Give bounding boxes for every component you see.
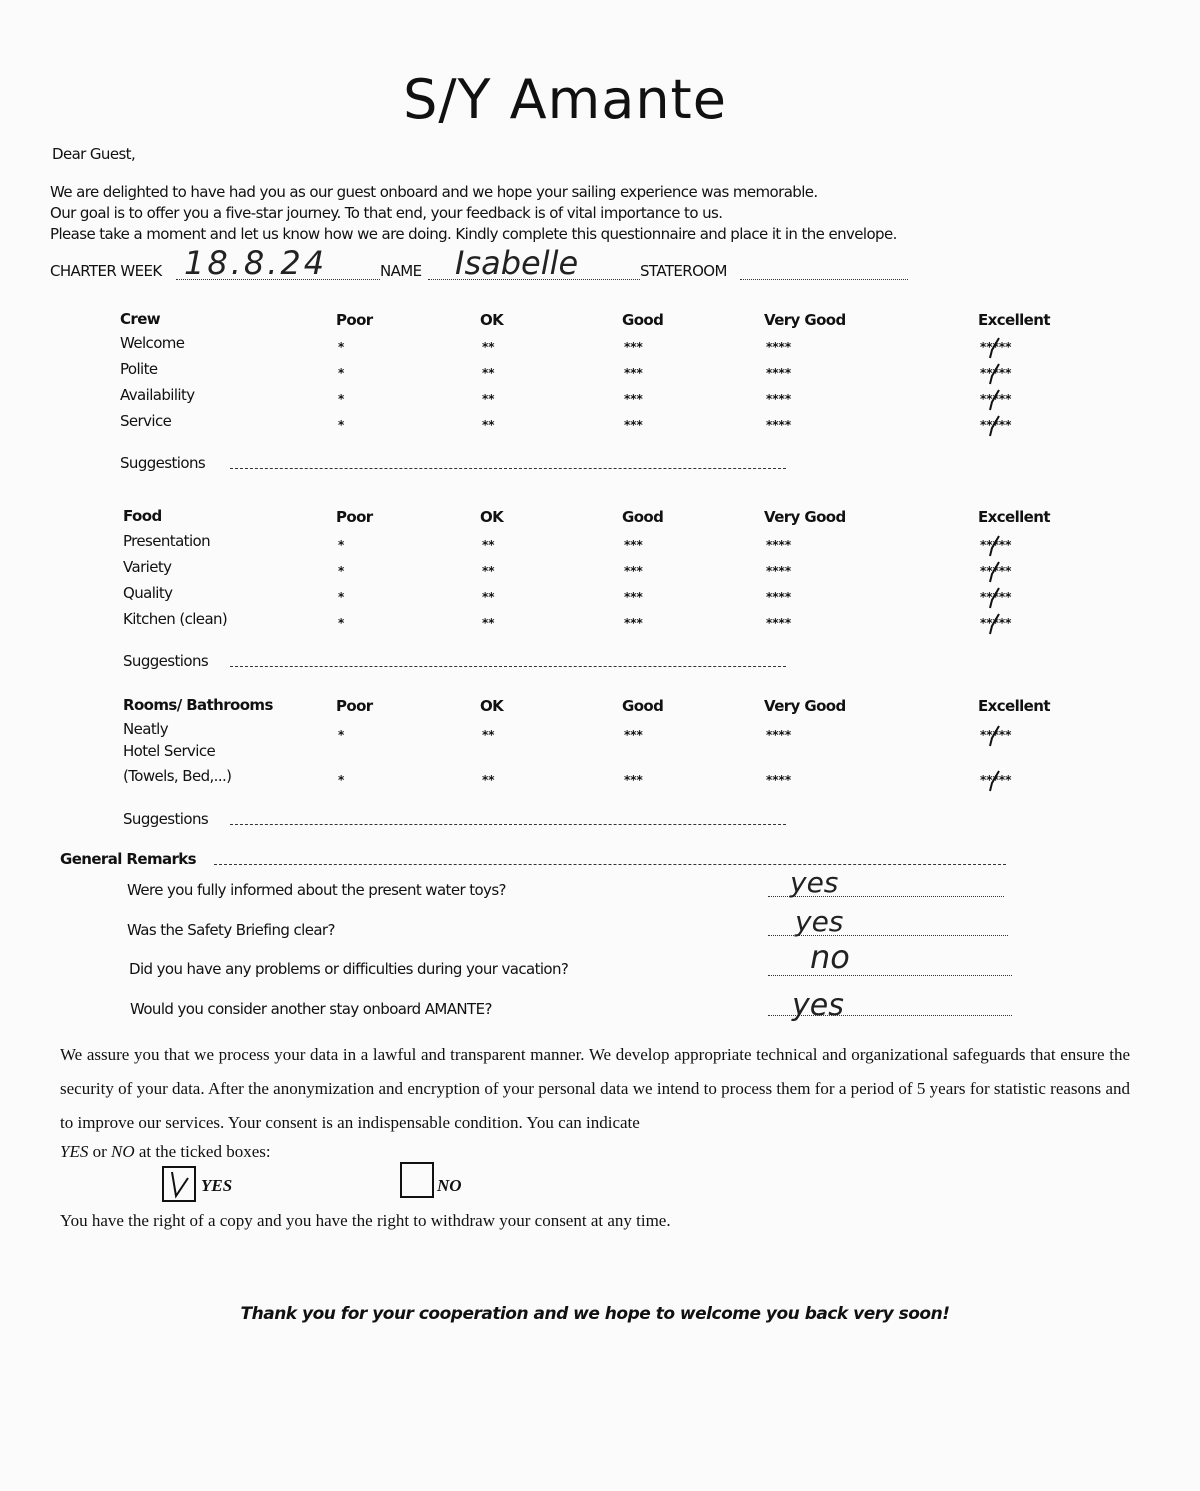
rating-column-header: Poor — [336, 697, 373, 715]
rating-column-header: Good — [622, 508, 664, 526]
tick-mark-icon — [986, 362, 1002, 386]
data-consent-text: We assure you that we process your data in a lawful and transparent manner. We develop appropriate technical and organizational safeguards that ensure the security of your data. After the anonymization and encryption of your personal data we intend to process them for a period of 5 years for statistic reasons and to improve our services. Your consent is an indispensable condition. You can indicate — [60, 1045, 1130, 1132]
name-label: NAME — [380, 262, 422, 280]
general-remarks-label: General Remarks — [60, 850, 196, 868]
rating-option-stars[interactable]: ***** — [980, 616, 1012, 630]
rating-option-stars[interactable]: **** — [766, 340, 792, 354]
section-heading: Food — [123, 507, 162, 525]
rating-option-stars[interactable]: *** — [624, 418, 643, 432]
rights-text: You have the right of a copy and you have the right to withdraw your consent at any time. — [60, 1211, 671, 1230]
answer-3[interactable]: no — [810, 938, 850, 976]
rating-column-header: OK — [480, 697, 504, 715]
rating-column-header: Good — [622, 697, 664, 715]
question-1: Were you fully informed about the present water toys? — [127, 881, 506, 899]
intro-line-1: We are delighted to have had you as our guest onboard and we hope your sailing experience was memorable. — [50, 183, 818, 201]
consent-no-checkbox[interactable] — [400, 1162, 434, 1198]
rating-option-stars[interactable]: * — [338, 773, 345, 787]
stateroom-label: STATEROOM — [640, 262, 727, 280]
greeting: Dear Guest, — [52, 145, 136, 163]
tick-mark-icon — [986, 336, 1002, 360]
charter-week-label: CHARTER WEEK — [50, 262, 162, 280]
suggestions-field[interactable] — [230, 666, 786, 667]
suggestions-label: Suggestions — [120, 454, 206, 472]
tick-mark-icon — [986, 724, 1002, 748]
rating-option-stars[interactable]: ***** — [980, 564, 1012, 578]
question-2: Was the Safety Briefing clear? — [127, 921, 335, 939]
answer-4[interactable]: yes — [792, 988, 844, 1023]
rating-option-stars[interactable]: ** — [482, 773, 495, 787]
section-heading: Crew — [120, 310, 161, 328]
form-title: S/Y Amante — [403, 68, 727, 131]
rating-item-label: Variety — [123, 558, 172, 576]
tick-mark-icon — [986, 388, 1002, 412]
tick-mark-icon — [986, 560, 1002, 584]
answer-line-3 — [768, 975, 1012, 976]
rating-option-stars[interactable]: ***** — [980, 538, 1012, 552]
rating-option-stars[interactable]: *** — [624, 616, 643, 630]
consent-or-word: or — [88, 1142, 112, 1161]
answer-2[interactable]: yes — [795, 905, 844, 938]
rating-option-stars[interactable]: **** — [766, 392, 792, 406]
rating-option-stars[interactable]: * — [338, 616, 345, 630]
rating-option-stars[interactable]: ** — [482, 418, 495, 432]
rating-item-label: Quality — [123, 584, 173, 602]
rating-option-stars[interactable]: **** — [766, 564, 792, 578]
rating-column-header: Excellent — [978, 697, 1050, 715]
rating-option-stars[interactable]: ***** — [980, 366, 1012, 380]
rating-column-header: OK — [480, 311, 504, 329]
rating-item-label: Polite — [120, 360, 158, 378]
check-mark-icon — [164, 1168, 194, 1200]
consent-instruction — [60, 1142, 271, 1162]
tick-mark-icon — [986, 586, 1002, 610]
charter-week-field[interactable]: 18.8.24 — [184, 244, 328, 282]
rating-option-stars[interactable]: ** — [482, 366, 495, 380]
rating-item-label: Service — [120, 412, 172, 430]
rating-option-stars[interactable]: ** — [482, 728, 495, 742]
rating-option-stars[interactable]: **** — [766, 590, 792, 604]
rating-option-stars[interactable]: *** — [624, 564, 643, 578]
rating-option-stars[interactable]: *** — [624, 340, 643, 354]
intro-line-2: Our goal is to offer you a five-star journey. To that end, your feedback is of vital importance to us. — [50, 204, 723, 222]
rating-option-stars[interactable]: * — [338, 564, 345, 578]
closing-thanks: Thank you for your cooperation and we hope to welcome you back very soon! — [240, 1304, 950, 1324]
rating-column-header: Very Good — [764, 508, 846, 526]
rating-column-header: Poor — [336, 311, 373, 329]
answer-1[interactable]: yes — [790, 866, 839, 899]
rating-column-header: Very Good — [764, 697, 846, 715]
rating-option-stars[interactable]: ***** — [980, 418, 1012, 432]
consent-yes-checkbox[interactable] — [162, 1166, 196, 1202]
consent-yes-word: YES — [60, 1142, 89, 1161]
intro-line-3: Please take a moment and let us know how we are doing. Kindly complete this questionnaire and place it in the envelope. — [50, 225, 897, 243]
consent-yes-label: YES — [201, 1176, 233, 1195]
rating-option-stars[interactable]: ***** — [980, 773, 1012, 787]
tick-mark-icon — [986, 612, 1002, 636]
rating-column-header: Excellent — [978, 311, 1050, 329]
rating-item-label: Presentation — [123, 532, 211, 550]
rating-item-label: Availability — [120, 386, 195, 404]
section-heading: Rooms/ Bathrooms — [123, 696, 273, 714]
consent-suffix: at the ticked boxes: — [134, 1142, 271, 1161]
question-3: Did you have any problems or difficulties during your vacation? — [129, 960, 569, 978]
rating-option-stars[interactable]: **** — [766, 616, 792, 630]
rating-option-stars[interactable]: ***** — [980, 590, 1012, 604]
rating-option-stars[interactable]: * — [338, 340, 345, 354]
rating-option-stars[interactable]: **** — [766, 773, 792, 787]
rating-item-label: (Towels, Bed,...) — [123, 767, 232, 785]
rating-option-stars[interactable]: * — [338, 392, 345, 406]
rating-option-stars[interactable]: * — [338, 418, 345, 432]
name-field[interactable]: Isabelle — [455, 244, 579, 282]
suggestions-field[interactable] — [230, 468, 786, 469]
rating-column-header: OK — [480, 508, 504, 526]
suggestions-label: Suggestions — [123, 810, 209, 828]
rating-option-stars[interactable]: *** — [624, 590, 643, 604]
rating-option-stars[interactable]: *** — [624, 392, 643, 406]
question-4: Would you consider another stay onboard AMANTE? — [130, 1000, 492, 1018]
rating-option-stars[interactable]: * — [338, 366, 345, 380]
rating-option-stars[interactable]: ***** — [980, 340, 1012, 354]
rating-option-stars[interactable]: ** — [482, 590, 495, 604]
tick-mark-icon — [986, 414, 1002, 438]
rating-option-stars[interactable]: ***** — [980, 728, 1012, 742]
tick-mark-icon — [986, 769, 1002, 793]
rating-option-stars[interactable]: * — [338, 728, 345, 742]
suggestions-label: Suggestions — [123, 652, 209, 670]
rating-column-header: Poor — [336, 508, 373, 526]
rating-option-stars[interactable]: *** — [624, 728, 643, 742]
rating-option-stars[interactable]: * — [338, 590, 345, 604]
suggestions-field[interactable] — [230, 824, 786, 825]
rating-option-stars[interactable]: ** — [482, 392, 495, 406]
rating-option-stars[interactable]: ***** — [980, 392, 1012, 406]
general-remarks-line[interactable] — [214, 864, 1006, 865]
stateroom-field[interactable] — [740, 279, 908, 280]
rating-option-stars[interactable]: ** — [482, 564, 495, 578]
rating-option-stars[interactable]: **** — [766, 418, 792, 432]
rating-item-label: Kitchen (clean) — [123, 610, 228, 628]
rating-option-stars[interactable]: **** — [766, 366, 792, 380]
rating-item-label: Welcome — [120, 334, 185, 352]
rating-option-stars[interactable]: *** — [624, 773, 643, 787]
rating-option-stars[interactable]: * — [338, 538, 345, 552]
rating-option-stars[interactable]: ** — [482, 538, 495, 552]
rating-option-stars[interactable]: ** — [482, 616, 495, 630]
rating-option-stars[interactable]: **** — [766, 538, 792, 552]
rating-column-header: Good — [622, 311, 664, 329]
rating-item-label: Hotel Service — [123, 742, 216, 760]
tick-mark-icon — [986, 534, 1002, 558]
rating-option-stars[interactable]: ** — [482, 340, 495, 354]
rating-item-label: Neatly — [123, 720, 168, 738]
rating-column-header: Very Good — [764, 311, 846, 329]
rating-option-stars[interactable]: *** — [624, 366, 643, 380]
consent-no-word: NO — [111, 1142, 135, 1161]
rating-column-header: Excellent — [978, 508, 1050, 526]
rating-option-stars[interactable]: *** — [624, 538, 643, 552]
rating-option-stars[interactable]: **** — [766, 728, 792, 742]
consent-no-label: NO — [437, 1176, 462, 1195]
